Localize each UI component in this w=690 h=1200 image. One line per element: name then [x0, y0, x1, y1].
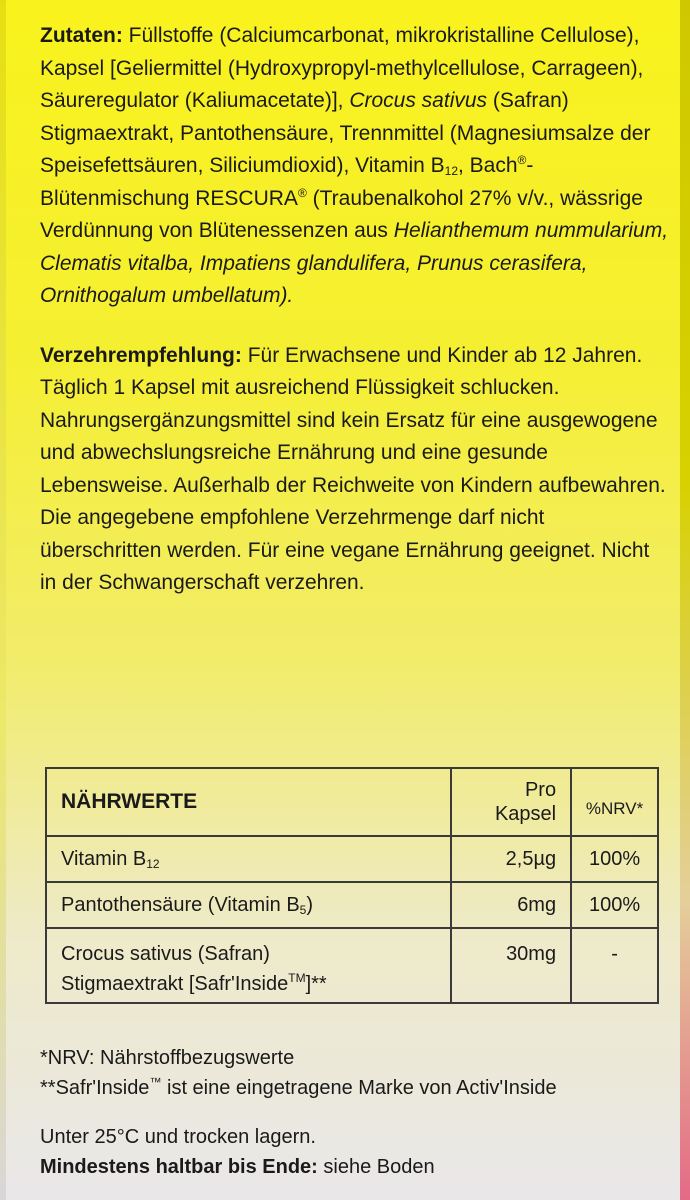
nutrient-name: Vitamin $B_{12}$ — [46, 836, 451, 882]
package-edge-right — [680, 0, 690, 1200]
nutrient-nrv: 100% — [571, 882, 658, 928]
nutrient-name: Pantothensäure (Vitamin $B_5$) — [46, 882, 451, 928]
nutrient-name: Crocus sativus (Safran) Stigmaextrakt [Safr'Inside™]** — [46, 928, 451, 1003]
table-header-row — [46, 768, 658, 836]
nutrient-amount: 6mg — [451, 882, 571, 928]
package-edge-left — [0, 0, 6, 1200]
trademark-footnote: **Safr'Inside™ ist eine eingetragene Marke von Activ'Inside — [40, 1075, 557, 1099]
nutrient-amount: 30mg — [451, 928, 571, 1003]
nrv-footnote: *NRV: Nährstoffbezugswerte — [40, 1047, 295, 1069]
warning-paragraph: Nahrungsergänzungsmittel sind kein Ersatz für eine ausgewogene und abwechslungsreiche Ernährung und eine gesunde Lebensweise. Außerhalb der Reichweite von Kindern aufbewahren. Die angegebene empfohlene Verzehrmenge darf nicht überschritten werden. Für eine vegane Ernährung geeignet. Nicht in der Schwangerschaft verzehren. — [40, 408, 666, 594]
footnotes — [40, 1043, 680, 1182]
flower-latin-names: Helianthemum nummularium, Clematis vitalba, Impatiens glandulifera, Prunus cerasifera, Ornithogalum umbellatum). — [40, 219, 669, 307]
label-text — [40, 20, 670, 600]
table-row — [46, 836, 658, 882]
ingredients-paragraph: Zutaten: Füllstoffe (Calciumcarbonat, mikrokristalline Cellulose), Kapsel [Geliermittel (Hydroxypropyl-methylcellulose, Carrageen), Säureregulator (Kaliumacetate)], Crocus sativus (Safran) Stigmaextrakt, Pantothensäure, Trennmittel (Magnesiumsalze der Speisefettsäuren, Siliciumdioxid), Vitamin $B_{12}$, Bach®-Blütenmischung RESCURA® (Traubenalkohol 27% v/v., wässrige Verdünnung von Blütenessenzen aus Helianthemum nummularium, Clematis vitalba, Impatiens glandulifera, Prunus cerasifera, Ornithogalum umbellatum). — [40, 24, 669, 307]
usage-paragraph: Verzehrempfehlung: Für Erwachsene und Kinder ab 12 Jahren. Täglich 1 Kapsel mit ausreichend Flüssigkeit schlucken. — [40, 343, 643, 399]
crocus-latin: Crocus sativus — [349, 89, 488, 112]
nutrient-nrv: 100% — [571, 836, 658, 882]
usage-label: Verzehrempfehlung: — [40, 343, 242, 367]
nutrient-amount: 2,5µg — [451, 836, 571, 882]
header-naehrwerte: NÄHRWERTE — [46, 768, 451, 836]
storage-note: Unter 25°C und trocken lagern. — [40, 1126, 316, 1148]
table-row — [46, 882, 658, 928]
nutrient-nrv: - — [571, 928, 658, 1003]
nutrition-table — [45, 767, 659, 1004]
header-pro-kapsel: Pro Kapsel — [451, 768, 571, 836]
header-nrv: %NRV* — [571, 768, 658, 836]
ingredients-label: Zutaten: — [40, 24, 123, 47]
best-before-note: Mindestens haltbar bis Ende: siehe Boden — [40, 1156, 435, 1178]
table-row — [46, 928, 658, 1003]
